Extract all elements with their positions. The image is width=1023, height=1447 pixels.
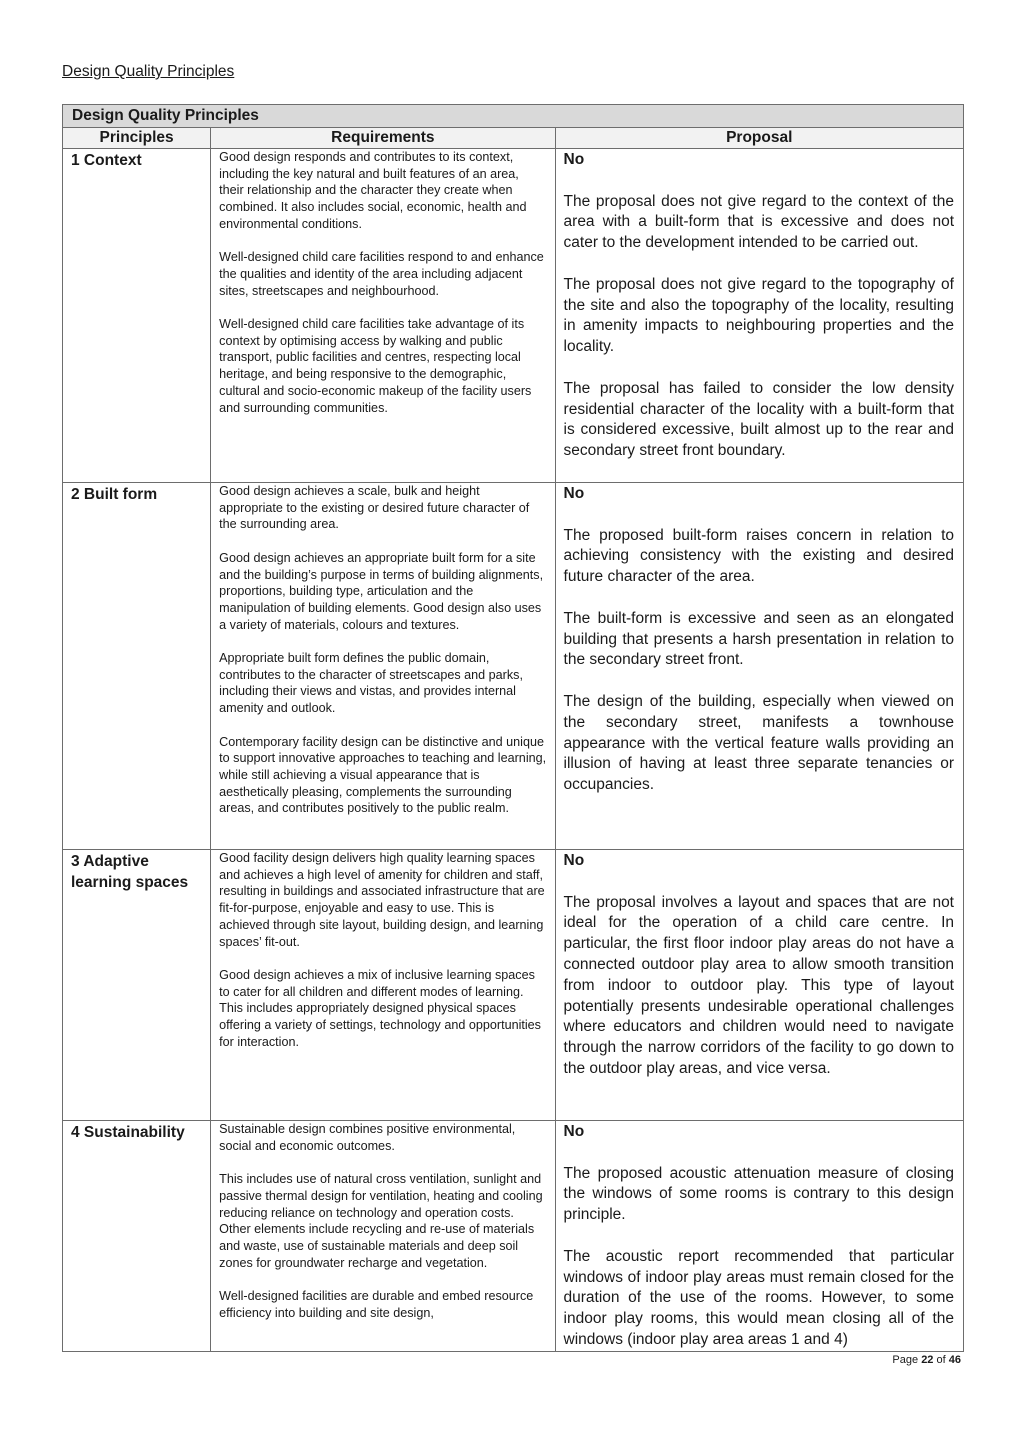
page-label: Page [892,1354,919,1366]
requirement-paragraph: Well-designed child care facilities take advantage of its context by optimising access by walking and public transport, public facilities and centres, respecting local heritage, and being responsive to the demographic, cultural and socio-economic makeup of the facility users and surrounding communities. [219,317,532,415]
page-heading: Design Quality Principles [62,63,235,80]
proposal-paragraph: The proposal involves a layout and spaces that are not ideal for the operation of a child care centre. In particular, the first floor indoor play areas do not have a connected outdoor play area to allow smooth transition from indoor to outdoor play. This type of layout potentially presents undesirable operational challenges where educators and children would need to navigate through the narrow corridors of the facility to go down to the outdoor play areas, and vice versa. [563,893,954,1077]
of-label: of [936,1354,946,1366]
header-principles: Principles [63,128,211,149]
table-row [63,149,964,483]
requirements-cell [211,1121,555,1352]
requirement-paragraph: Well-designed facilities are durable and embed resource efficiency into building and site design, [219,1289,534,1320]
proposal-paragraph: The built-form is excessive and seen as an elongated building that presents a harsh presentation in relation to the secondary street front. [563,609,954,669]
requirement-paragraph: Appropriate built form defines the public domain, contributes to the character of streetscapes and parks, including their views and vistas, and provides internal amenity and outlook. [219,651,523,716]
requirement-paragraph: Good design achieves a scale, bulk and height appropriate to the existing or desired future character of the surrounding area. [219,484,530,532]
requirement-paragraph: Good facility design delivers high quality learning spaces and achieves a high level of amenity for children and staff, resulting in buildings and associated infrastructure that are fit-for-purpose, enjoyable and easy to use. This is achieved through site layout, building design, and learning spaces’ fit-out. [219,851,545,949]
requirement-paragraph: Sustainable design combines positive environmental, social and economic outcomes. [219,1122,516,1153]
verdict: No [563,852,585,869]
principle-cell: 4 Sustainability [63,1121,211,1352]
requirements-cell [211,850,555,1121]
requirements-cell [211,483,555,850]
requirement-paragraph: Good design achieves an appropriate built form for a site and the building’s purpose in terms of building alignments, proportions, building type, articulation and the manipulation of building elements. Good design also uses a variety of materials, colours and textures. [219,550,544,632]
table-row [63,850,964,1121]
requirements-cell [211,149,555,483]
verdict: No [563,485,585,502]
header-requirements: Requirements [211,128,555,149]
proposal-paragraph: The proposal does not give regard to the topography of the site and also the topography of the locality, resulting in amenity impacts to neighbouring properties and the locality. [563,275,954,356]
verdict: No [563,151,585,168]
table-title: Design Quality Principles [63,105,964,128]
requirement-paragraph: Good design achieves a mix of inclusive learning spaces to cater for all children and different modes of learning. This includes appropriately designed physical spaces offering a variety of settings, technology and opportunities for interaction. [219,967,541,1049]
table-row [63,483,964,850]
principle-cell: 3 Adaptive learning spaces [63,850,211,1121]
proposal-paragraph: The proposed acoustic attenuation measure of closing the windows of some rooms is contrary to this design principle. [563,1164,954,1224]
page-footer [892,1354,961,1366]
proposal-cell [555,850,963,1121]
requirement-paragraph: Contemporary facility design can be distinctive and unique to support innovative approaches to teaching and learning, while still achieving a visual appearance that is aesthetically pleasing, complements the surrounding areas, and contributes positively to the public realm. [219,734,547,816]
proposal-paragraph: The design of the building, especially when viewed on the secondary street, manifests a townhouse appearance with the vertical feature walls providing an illusion of having at least three separate tenancies or occupancies. [563,692,954,794]
requirement-paragraph: Good design responds and contributes to its context, including the key natural and built features of an area, their relationship and the character they create when combined. It also includes social, economic, health and environmental conditions. [219,150,527,231]
table-header-row [63,128,964,149]
proposal-paragraph: The proposal does not give regard to the context of the area with a built-form that is excessive and does not cater to the development intended to be carried out. [563,192,954,252]
verdict: No [563,1123,585,1140]
proposal-paragraph: The proposal has failed to consider the low density residential character of the locality with a built-form that is considered excessive, built almost up to the rear and secondary street front boundary. [563,379,954,460]
header-proposal: Proposal [555,128,963,149]
proposal-paragraph: The acoustic report recommended that particular windows of indoor play areas must remain closed for the duration of the use of the rooms. However, to some indoor play rooms, this would mean closing all of the windows (indoor play area areas 1 and 4) [563,1247,954,1348]
page-number: 22 [921,1354,934,1366]
proposal-cell [555,1121,963,1352]
requirement-paragraph: Well-designed child care facilities respond to and enhance the qualities and identity of the area including adjacent sites, streetscapes and neighbourhood. [219,250,544,298]
requirement-paragraph: This includes use of natural cross ventilation, sunlight and passive thermal design for ventilation, heating and cooling reducing reliance on technology and operation costs. Other elements include recycling and re-use of materials and waste, use of sustainable materials and deep soil zones for groundwater recharge and vegetation. [219,1172,543,1270]
table-row [63,1121,964,1352]
proposal-cell [555,149,963,483]
table-title-row [63,105,964,128]
proposal-cell [555,483,963,850]
total-pages: 46 [948,1354,961,1366]
principle-cell: 1 Context [63,149,211,483]
design-quality-table [62,104,964,1352]
principle-cell: 2 Built form [63,483,211,850]
proposal-paragraph: The proposed built-form raises concern in relation to achieving consistency with the existing and desired future character of the area. [563,526,954,586]
